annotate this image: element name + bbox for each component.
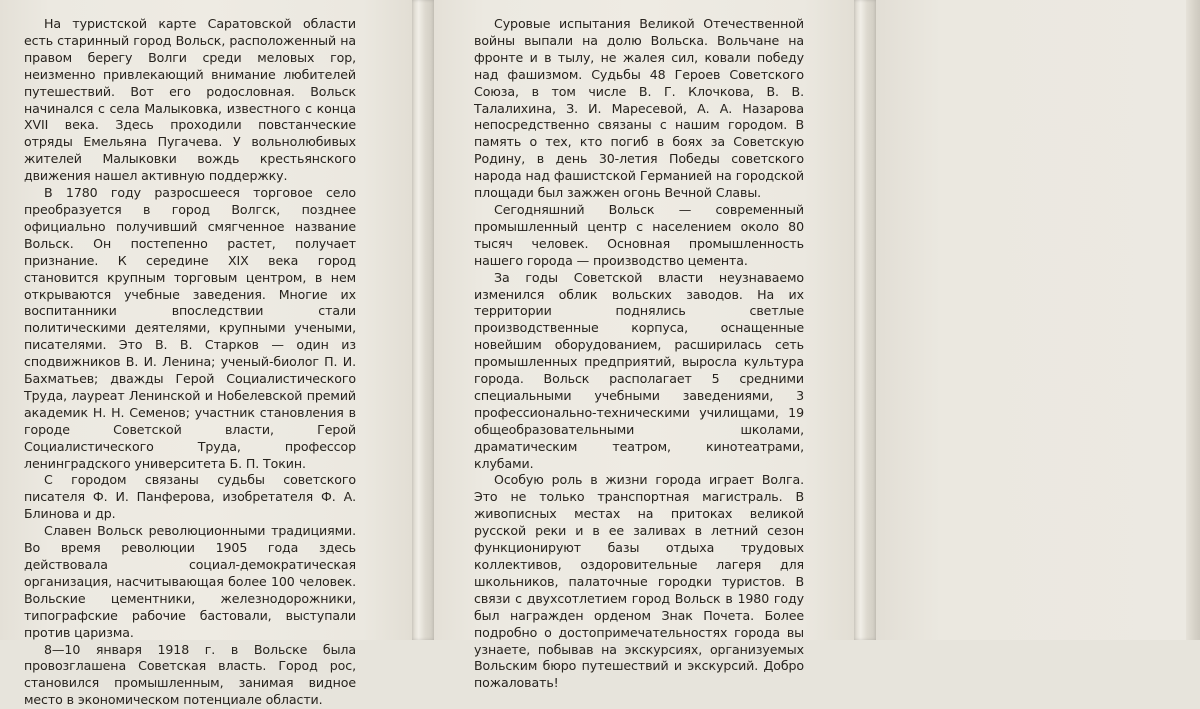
paragraph: На туристской карте Саратовской области есть старинный город Вольск, расположенный на правом берегу Волги среди меловых гор, неизменно привлекающий внимание любителей путешествий. Вот его родословная. Вольск начинался с села Малыковка, известного с конца XVII века. Здесь проходили повстанческие отряды Емельяна Пугачева. У вольнолюбивых жителей Малыковки вождь крестьянского движения нашел активную поддержку.: [24, 16, 356, 184]
sheet-edge: [1186, 0, 1200, 640]
fold-crease-right: [854, 0, 876, 640]
left-text-column: [24, 16, 356, 709]
fold-crease-left: [412, 0, 434, 640]
middle-text-column: [474, 16, 804, 692]
right-panel-blank: [876, 0, 1200, 640]
paragraph: За годы Советской власти неузнаваемо изменился облик вольских заводов. На их территории поднялись светлые производственные корпуса, оснащенные новейшим оборудованием, расширилась сеть промышленных предприятий, выросла культура города. Вольск располагает 5 средними специальными учебными заведениями, 3 профессионально-техническими училищами, 19 общеобразовательными школами, драматическим театром, кинотеатрами, клубами.: [474, 269, 804, 471]
paragraph: Суровые испытания Великой Отечественной войны выпали на долю Вольска. Вольчане на фронте и в тылу, не жалея сил, ковали победу над фашизмом. Судьбы 48 Героев Советского Союза, в том числе В. Г. Клочкова, В. В. Талалихина, З. И. Маресевой, А. А. Назарова непосредственно связаны с нашим городом. В память о тех, кто погиб в боях за Советскую Родину, в день 30-летия Победы советского народа над фашистской Германией на городской площади был зажжен огонь Вечной Славы.: [474, 16, 804, 201]
paragraph: Славен Вольск революционными традициями. Во время революции 1905 года здесь действовала социал-демократическая организация, насчитывающая более 100 человек. Вольские цементники, железнодорожники, типографские рабочие бастовали, выступали против царизма.: [24, 523, 356, 640]
paragraph: Сегодняшний Вольск — современный промышленный центр с населением около 80 тысяч человек. Основная промышленность нашего города — производство цемента.: [474, 201, 804, 268]
paragraph: С городом связаны судьбы советского писателя Ф. И. Панферова, изобретателя Ф. А. Блинова и др.: [24, 472, 356, 522]
paragraph: 8—10 января 1918 г. в Вольске была провозглашена Советская власть. Город рос, становился промышленным, занимая видное место в экономическом потенциале области.: [24, 641, 356, 708]
paragraph: Особую роль в жизни города играет Волга. Это не только транспортная магистраль. В живописных местах на притоках великой русской реки и в ее заливах в летний сезон функционируют базы отдыха трудовых коллективов, оздоровительные лагеря для школьников, палаточные городки туристов. В связи с двухсотлетием город Вольск в 1980 году был награжден орденом Знак Почета. Более подробно о достопримечательностях города вы узнаете, побывав на экскурсиях, организуемых Вольским бюро путешествий и экскурсий. Добро пожаловать!: [474, 472, 804, 691]
paragraph: В 1780 году разросшееся торговое село преобразуется в город Волгск, позднее официально получивший смягченное название Вольск. Он постепенно растет, получает признание. К середине XIX века город становится крупным торговым центром, в нем открываются учебные заведения. Многие их воспитанники впоследствии стали политическими деятелями, крупными учеными, писателями. Это В. В. Старков — один из сподвижников В. И. Ленина; ученый-биолог П. И. Бахматьев; дважды Герой Социалистического Труда, лауреат Ленинской и Нобелевской премий академик Н. Н. Семенов; участник становления в городе Советской власти, Герой Социалистического Труда, профессор ленинградского университета Б. П. Токин.: [24, 185, 356, 471]
